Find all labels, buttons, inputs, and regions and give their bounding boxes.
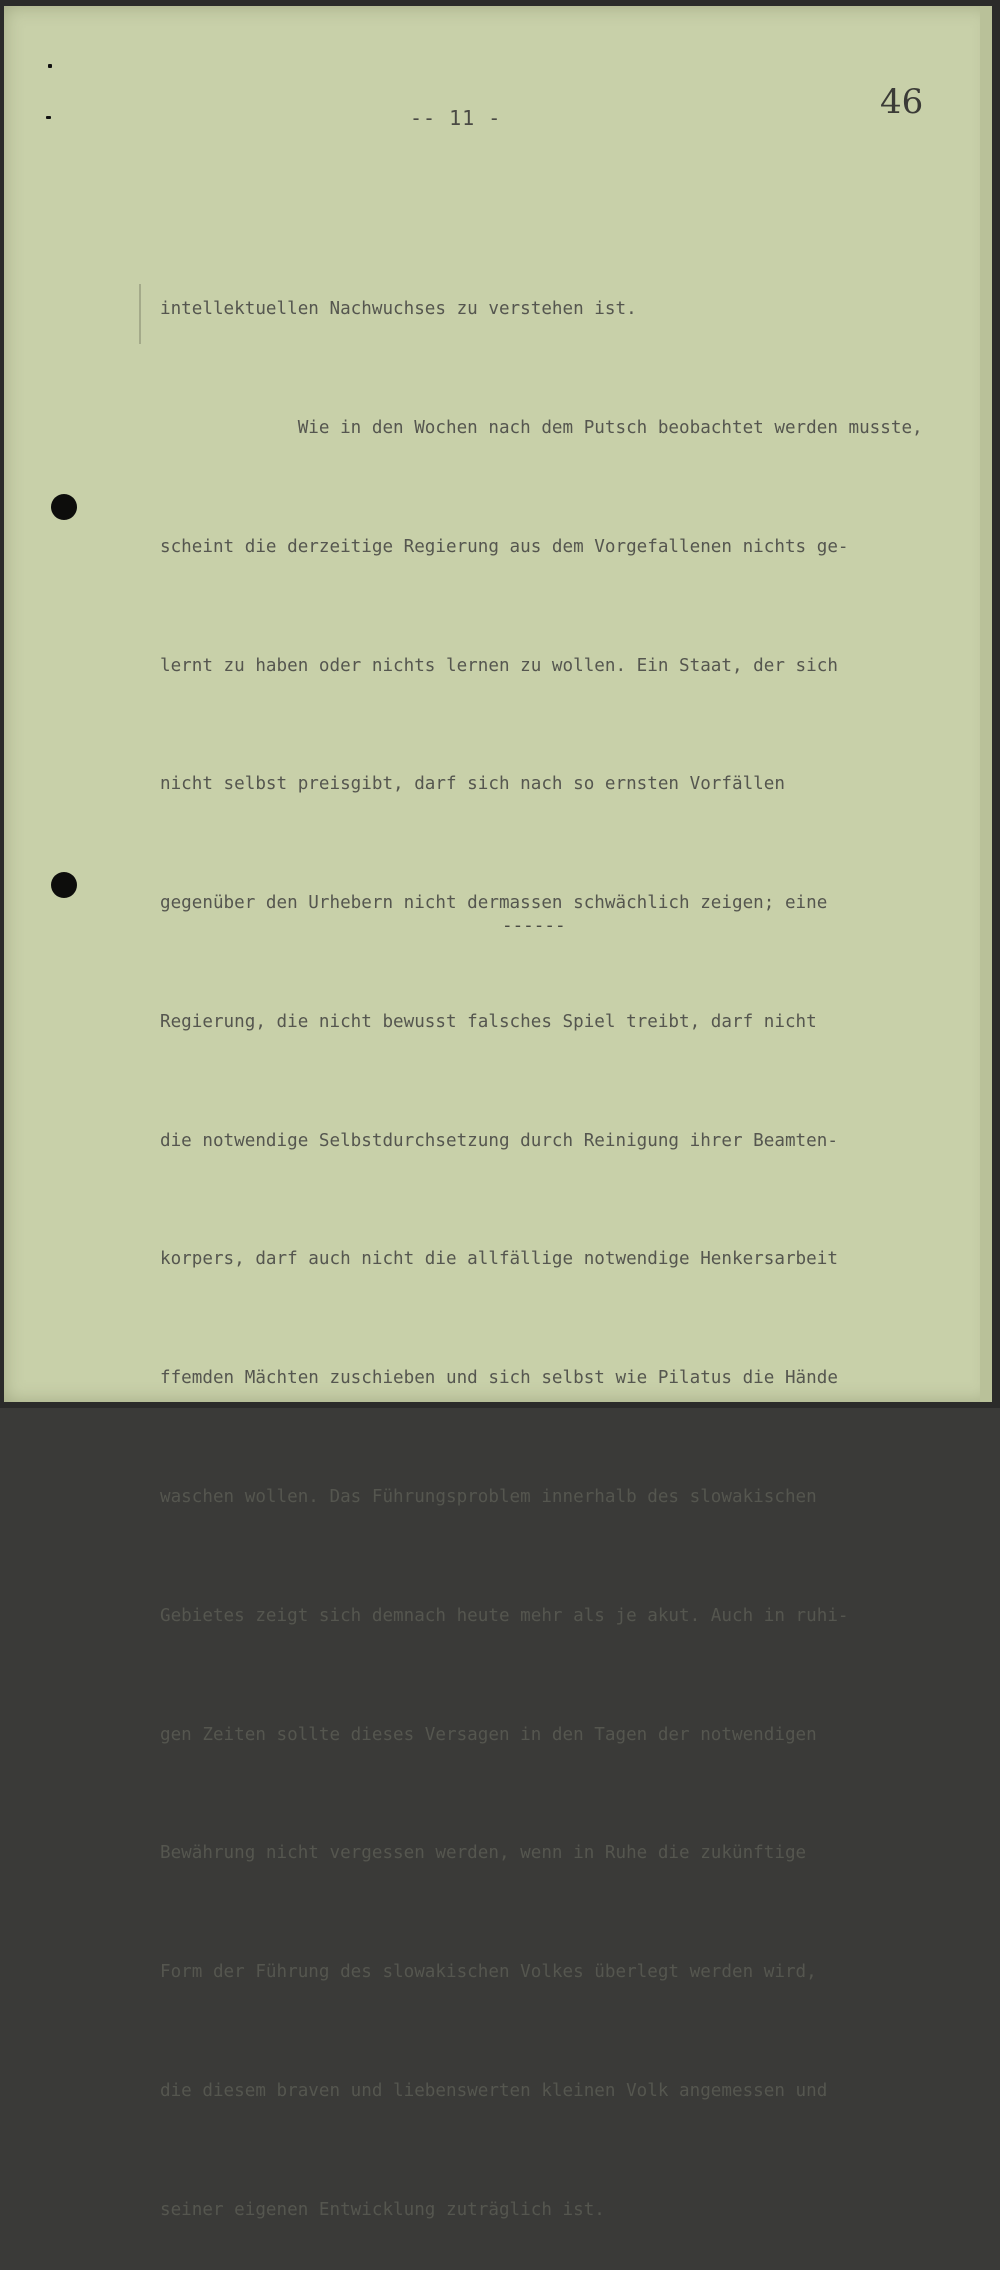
text-line: scheint die derzeitige Regierung aus dem Vorgefallenen nichts ge- xyxy=(160,536,849,557)
text-line: die notwendige Selbstdurchsetzung durch Reinigung ihrer Beamten- xyxy=(160,1130,838,1151)
end-rule: ------ xyxy=(502,916,566,936)
folio-number: 46 xyxy=(880,82,924,122)
text-line: ffemden Mächten zuschieben und sich selbst wie Pilatus die Hände xyxy=(160,1368,838,1389)
text-line: gen Zeiten sollte dieses Versagen in den Tagen der notwendigen xyxy=(160,1724,817,1745)
text-line: Regierung, die nicht bewusst falsches Spiel treibt, darf nicht xyxy=(160,1011,817,1032)
text-line: nicht selbst preisgibt, darf sich nach so ernsten Vorfällen xyxy=(160,774,785,795)
punch-hole xyxy=(51,494,77,520)
text-line: gegenüber den Urhebern nicht dermassen schwächlich zeigen; eine xyxy=(160,893,828,914)
text-line: lernt zu haben oder nichts lernen zu wollen. Ein Staat, der sich xyxy=(160,655,838,676)
text-line: seiner eigenen Entwicklung zuträglich ist. xyxy=(160,2199,605,2220)
text-line: Wie in den Wochen nach dem Putsch beobachtet werden musste, xyxy=(160,417,923,438)
text-line: Bewährung nicht vergessen werden, wenn in Ruhe die zukünftige xyxy=(160,1843,807,1864)
punch-hole xyxy=(51,872,77,898)
text-line: intellektuellen Nachwuchses zu verstehen ist. xyxy=(160,299,637,320)
page-number: -- 11 - xyxy=(410,106,502,130)
text-line: Form der Führung des slowakischen Volkes überlegt werden wird, xyxy=(160,1962,817,1983)
text-line: waschen wollen. Das Führungsproblem innerhalb des slowakischen xyxy=(160,1487,817,1507)
body-text xyxy=(160,211,1000,2270)
ink-speck xyxy=(46,116,51,119)
margin-mark xyxy=(139,284,141,344)
text-line: Gebietes zeigt sich demnach heute mehr als je akut. Auch in ruhi- xyxy=(160,1605,849,1626)
ink-speck xyxy=(48,64,52,68)
text-line: korpers, darf auch nicht die allfällige notwendige Henkersarbeit xyxy=(160,1249,838,1270)
text-line: die diesem braven und liebenswerten kleinen Volk angemessen und xyxy=(160,2080,828,2101)
